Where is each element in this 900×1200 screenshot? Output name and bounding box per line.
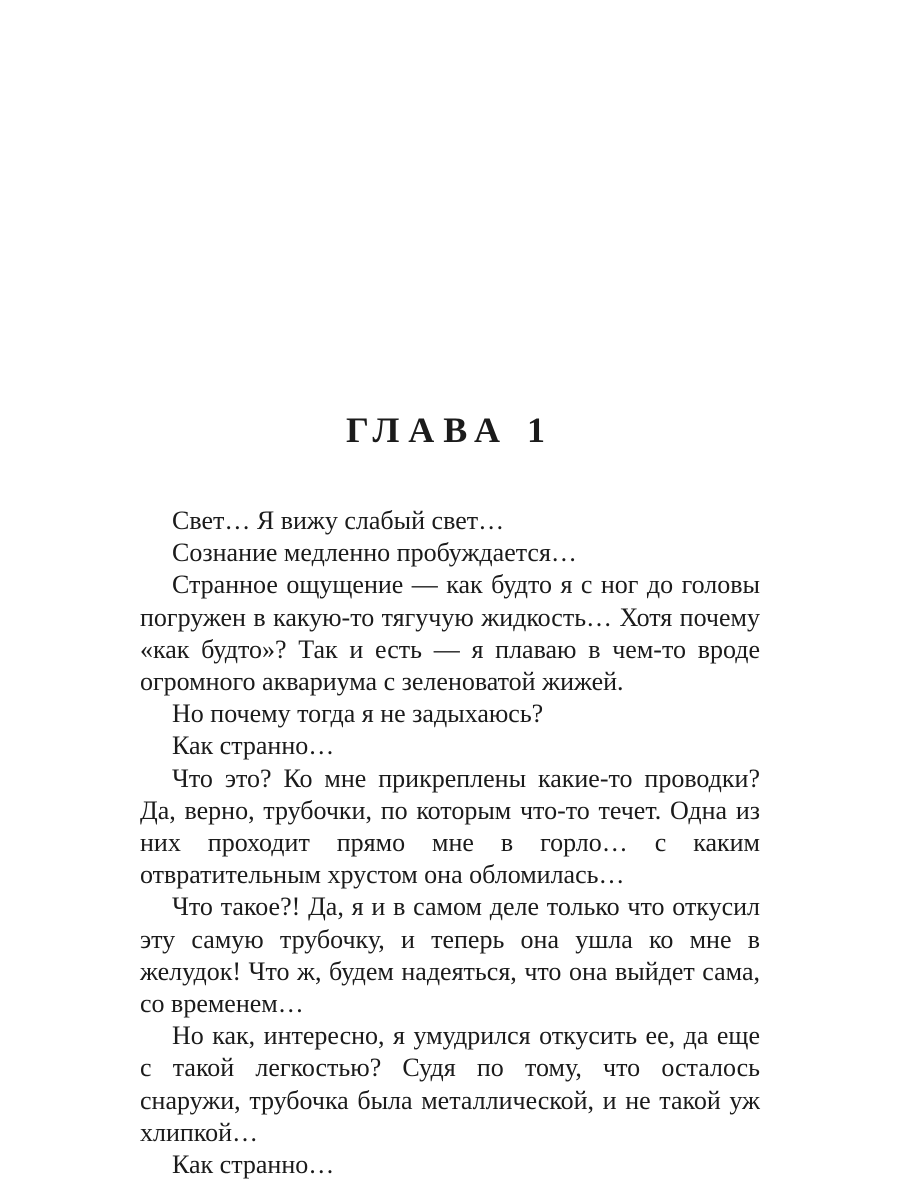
paragraph: Но как, интересно, я умудрился откусить ее, да еще с такой легкостью? Судя по тому, что осталось снаружи, трубочка была металлической, и не такой уж хлипкой… (140, 1021, 760, 1147)
paragraph: Как странно… (172, 731, 335, 761)
paragraph: Странное ощущение — как будто я с ног до головы погружен в какую-то тягучую жидкость… Хотя почему «как будто»? Так и есть — я плаваю в чем-то вроде огромного аквариума с зеленоватой жижей. (140, 570, 760, 697)
paragraph: Свет… Я вижу слабый свет… (172, 506, 505, 535)
chapter-text (140, 505, 760, 1181)
paragraph: Что такое?! Да, я и в самом деле только что откусил эту самую трубочку, и теперь она ушла ко мне в желудок! Что ж, будем надеяться, что она выйдет сама, со временем… (140, 892, 760, 1019)
paragraph: Что это? Ко мне прикреплены какие-то проводки? Да, верно, трубочки, по которым что-то течет. Одна из них проходит прямо мне в горло… с каким отвратительным хрустом она обломилась… (140, 763, 760, 890)
paragraph: Сознание медленно пробуждается… (172, 538, 577, 568)
chapter-title: ГЛАВА 1 (345, 410, 555, 450)
paragraph: Как странно… (172, 1150, 335, 1180)
paragraph: Но почему тогда я не задыхаюсь? (172, 699, 544, 729)
